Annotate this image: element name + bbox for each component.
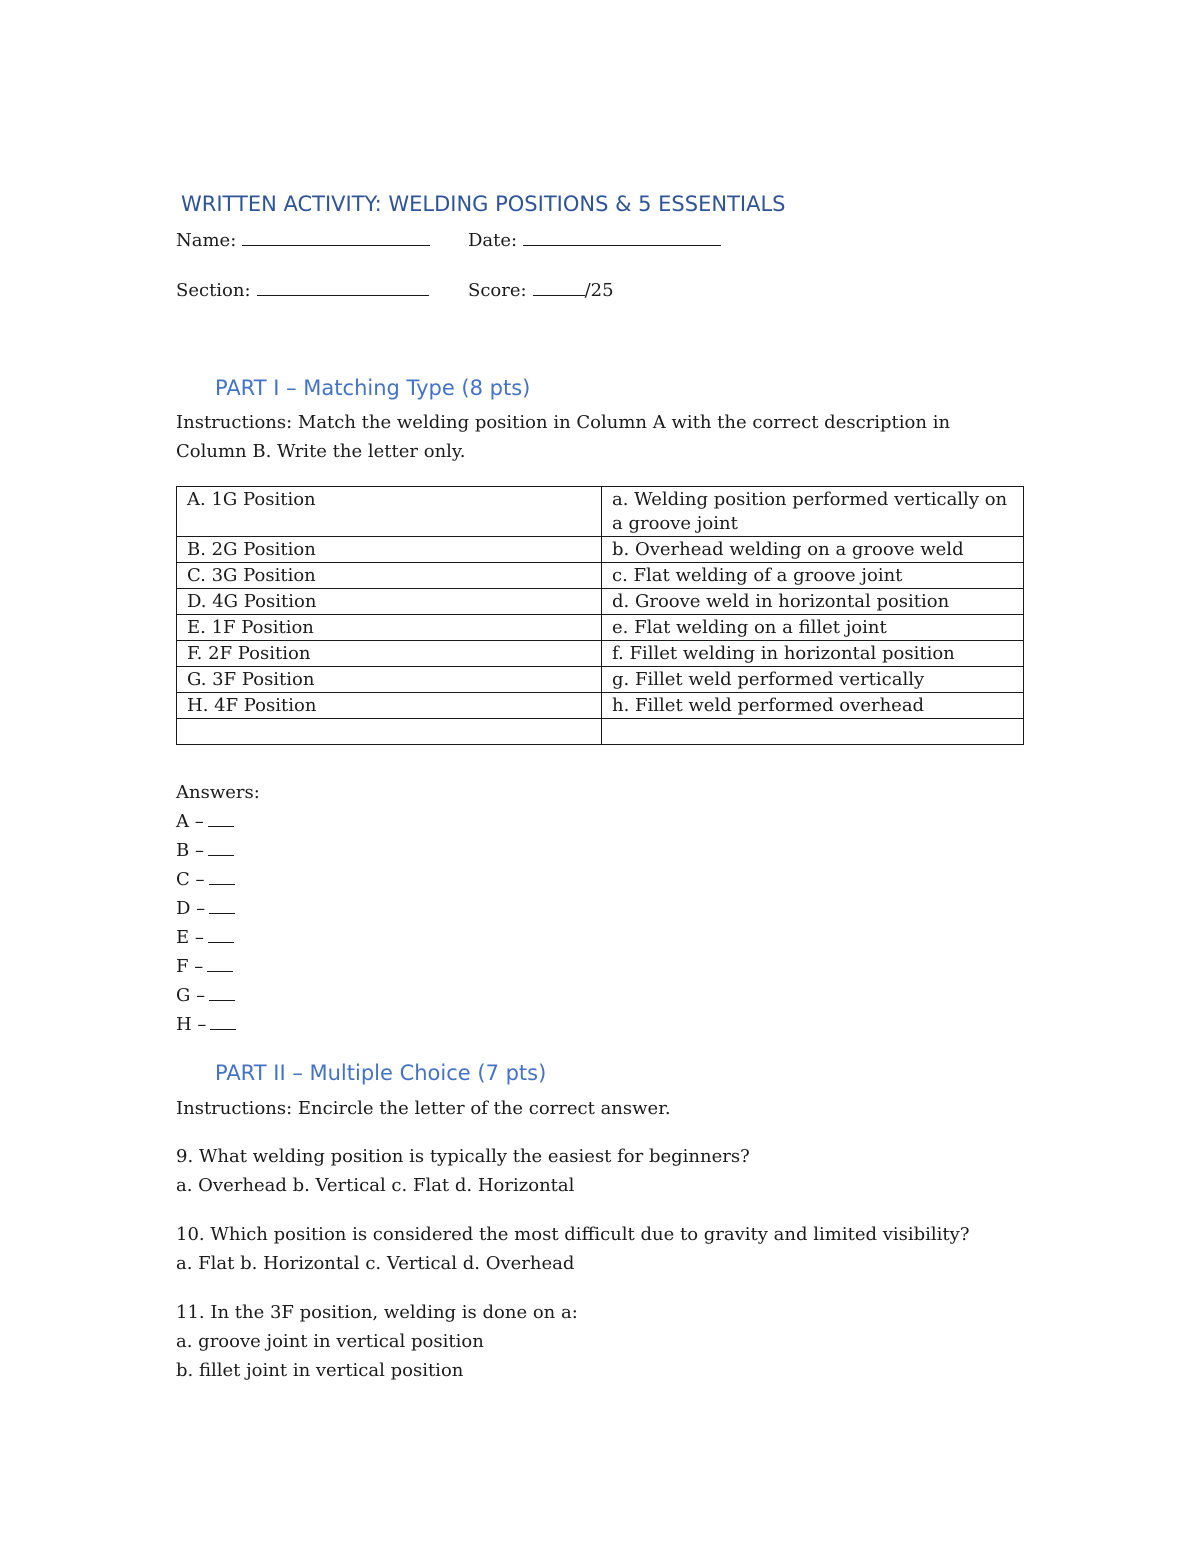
answer-label: C –: [176, 869, 205, 890]
answer-blank[interactable]: [209, 897, 235, 914]
column-a-cell: G. 3F Position: [177, 667, 602, 693]
answer-line: [176, 807, 260, 836]
question-10-choices[interactable]: a. Flat b. Horizontal c. Vertical d. Overhead: [176, 1253, 575, 1274]
column-b-cell: e. Flat welding on a fillet joint: [602, 615, 1024, 641]
answer-line: [176, 894, 260, 923]
name-field: [176, 229, 430, 251]
answer-blank[interactable]: [208, 926, 234, 943]
section-label: Section:: [176, 280, 251, 301]
matching-table: [176, 486, 1024, 745]
table-row: [177, 589, 1024, 615]
date-field: [468, 229, 721, 251]
section-field: [176, 279, 429, 301]
date-label: Date:: [468, 230, 518, 251]
date-blank[interactable]: [523, 229, 721, 246]
score-blank[interactable]: [533, 279, 585, 296]
empty-cell: [602, 719, 1024, 745]
score-total: /25: [584, 280, 614, 301]
answer-label: F –: [176, 956, 204, 977]
table-row: [177, 641, 1024, 667]
page-title: WRITTEN ACTIVITY: WELDING POSITIONS & 5 ESSENTIALS: [181, 192, 786, 216]
table-row: [177, 693, 1024, 719]
table-row: [177, 537, 1024, 563]
table-row: [177, 615, 1024, 641]
table-row-empty: [177, 719, 1024, 745]
column-b-cell: h. Fillet weld performed overhead: [602, 693, 1024, 719]
column-a-cell: E. 1F Position: [177, 615, 602, 641]
part1-instructions-line1: Instructions: Match the welding position in Column A with the correct description in: [176, 412, 951, 433]
column-b-cell: b. Overhead welding on a groove weld: [602, 537, 1024, 563]
answer-line: [176, 923, 260, 952]
score-field: [468, 279, 614, 301]
answer-blank[interactable]: [210, 1013, 236, 1030]
part1-heading: PART I – Matching Type (8 pts): [215, 376, 531, 400]
question-9-choices[interactable]: a. Overhead b. Vertical c. Flat d. Horizontal: [176, 1175, 575, 1196]
column-b-cell: d. Groove weld in horizontal position: [602, 589, 1024, 615]
part1-instructions-line2: Column B. Write the letter only.: [176, 441, 466, 462]
answer-line: [176, 981, 260, 1010]
answer-label: A –: [176, 811, 204, 832]
answer-blank[interactable]: [209, 984, 235, 1001]
answer-label: B –: [176, 840, 204, 861]
part2-heading: PART II – Multiple Choice (7 pts): [215, 1061, 547, 1085]
column-a-cell: F. 2F Position: [177, 641, 602, 667]
column-b-cell: g. Fillet weld performed vertically: [602, 667, 1024, 693]
answer-blank[interactable]: [209, 868, 235, 885]
column-b-cell: f. Fillet welding in horizontal position: [602, 641, 1024, 667]
answer-line: [176, 1010, 260, 1039]
answer-label: D –: [176, 898, 206, 919]
column-a-cell: D. 4G Position: [177, 589, 602, 615]
answers-label: Answers:: [176, 782, 260, 803]
empty-cell: [177, 719, 602, 745]
column-a-cell: A. 1G Position: [177, 487, 602, 537]
column-a-cell: H. 4F Position: [177, 693, 602, 719]
question-11: 11. In the 3F position, welding is done on a:: [176, 1302, 578, 1323]
name-blank[interactable]: [242, 229, 430, 246]
part1-instructions: [176, 408, 950, 466]
answer-line: [176, 836, 260, 865]
question-11-choice-a[interactable]: a. groove joint in vertical position: [176, 1331, 484, 1352]
table-row: [177, 487, 1024, 537]
answer-blank[interactable]: [208, 839, 234, 856]
column-a-cell: C. 3G Position: [177, 563, 602, 589]
answer-label: E –: [176, 927, 204, 948]
section-blank[interactable]: [257, 279, 429, 296]
answers-block: [176, 778, 260, 1039]
table-row: [177, 563, 1024, 589]
answer-blank[interactable]: [208, 810, 234, 827]
part2-instructions: Instructions: Encircle the letter of the correct answer.: [176, 1098, 671, 1119]
column-b-cell: a. Welding position performed vertically on a groove joint: [602, 487, 1024, 537]
question-9: 9. What welding position is typically the easiest for beginners?: [176, 1146, 750, 1167]
answer-label: H –: [176, 1014, 207, 1035]
column-a-cell: B. 2G Position: [177, 537, 602, 563]
name-label: Name:: [176, 230, 237, 251]
answer-line: [176, 865, 260, 894]
answer-label: G –: [176, 985, 206, 1006]
answer-line: [176, 952, 260, 981]
score-label: Score:: [468, 280, 527, 301]
question-10: 10. Which position is considered the most difficult due to gravity and limited visibility?: [176, 1224, 970, 1245]
answer-blank[interactable]: [207, 955, 233, 972]
question-11-choice-b[interactable]: b. fillet joint in vertical position: [176, 1360, 464, 1381]
table-row: [177, 667, 1024, 693]
column-b-cell: c. Flat welding of a groove joint: [602, 563, 1024, 589]
